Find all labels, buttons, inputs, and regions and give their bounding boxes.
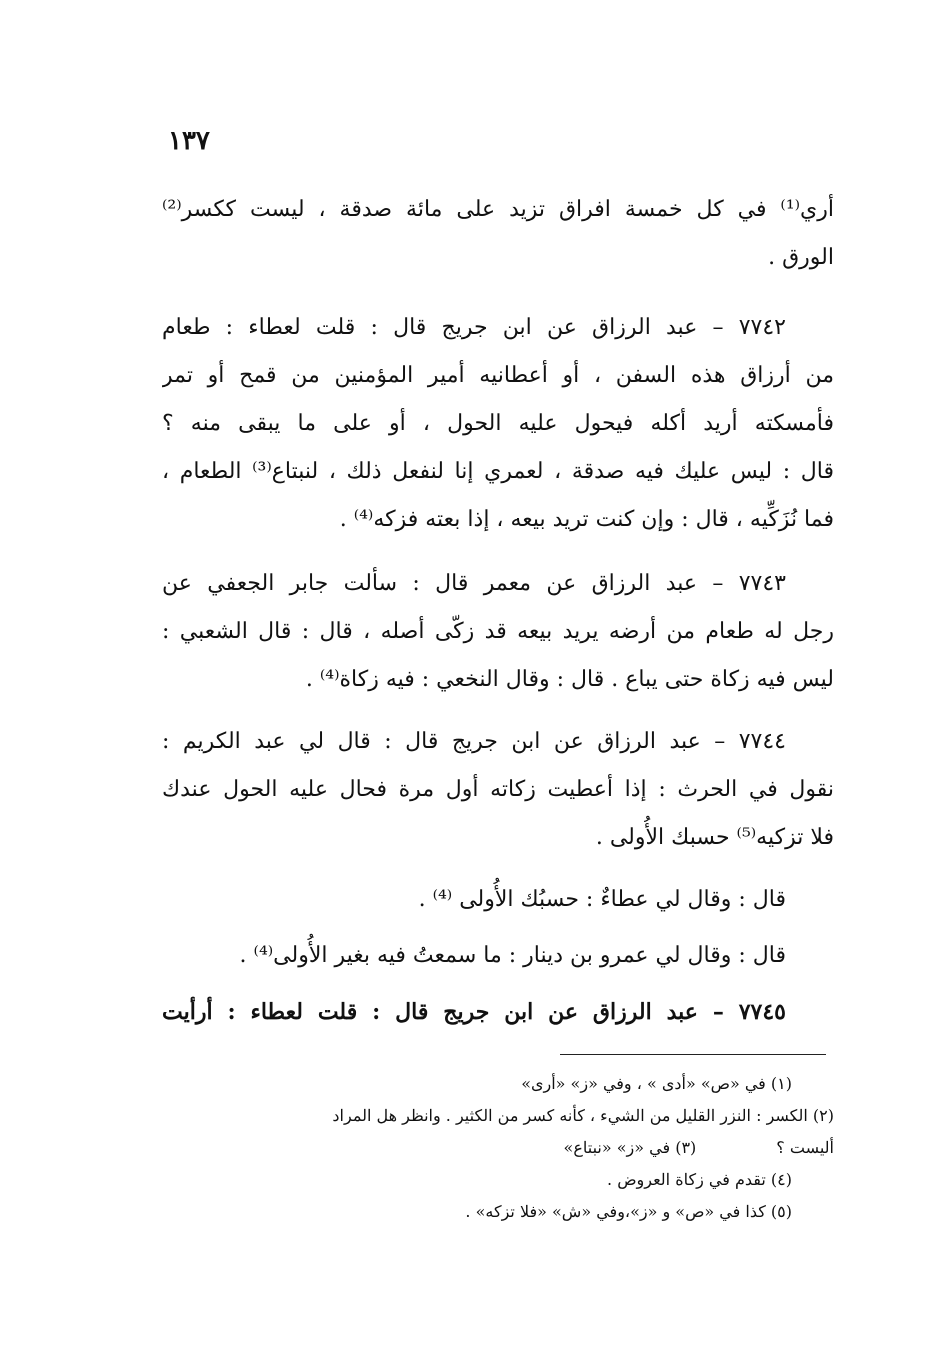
hadith-7745 bbox=[162, 988, 834, 1036]
text-line: قال : وقال لي عمرو بن دينار : ما سمعتُ فيه بغير الأُولى⁽⁴⁾ . bbox=[239, 943, 786, 968]
text-line: أري⁽¹⁾ في كل خمسة افراق تزيد على مائة صدقة ، ليست ككسر⁽²⁾ bbox=[162, 197, 834, 222]
footnote-1: (١) في «ص» «أدى » ، وفي «ز» «أرى» bbox=[521, 1074, 792, 1093]
text-line: فما نُزَكِّيه ، قال : وإن كنت تريد بيعه ، إذا بعته فزكه⁽⁴⁾ . bbox=[339, 507, 834, 532]
footnote-separator bbox=[560, 1054, 826, 1055]
text-line: ٧٧٤٣ – عبد الرزاق عن معمر قال : سألت جابر الجعفي عن bbox=[162, 571, 786, 596]
text-line: ٧٧٤٥ – عبد الرزاق عن ابن جريج قال : قلت لعطاء : أرأيت bbox=[162, 999, 786, 1025]
footnote-2: (٢) الكسر : النزر القليل من الشيء ، كأنه كسر من الكثير . وانظر هل المراد bbox=[332, 1106, 834, 1125]
text-line: نقول في الحرث : إذا أعطيت زكاته أول مرة فحال عليه الحول عندك bbox=[162, 777, 834, 802]
hadith-7744 bbox=[162, 718, 834, 862]
footnote-4: (٤) تقدم في زكاة العروض . bbox=[607, 1170, 792, 1189]
hadith-7744-addendum-2 bbox=[162, 932, 834, 980]
text-line: ٧٧٤٢ – عبد الرزاق عن ابن جريج قال : قلت لعطاء : طعام bbox=[162, 315, 786, 340]
text-line: رجل له طعام من أرضه يريد بيعه قد زكّى أصله ، قال : قال الشعبي : bbox=[162, 619, 834, 644]
footnote-3: (٣) في «ز» «نبتاع» bbox=[563, 1138, 697, 1157]
page-number: ١٣٧ bbox=[168, 126, 210, 156]
text-line: الورق . bbox=[768, 245, 834, 270]
text-line: قال : وقال لي عطاءٌ : حسبُك الأُولى ⁽⁴⁾ . bbox=[418, 887, 786, 912]
hadith-7742 bbox=[162, 304, 834, 544]
hadith-7743 bbox=[162, 560, 834, 704]
text-line: فلا تزكيه⁽⁵⁾ حسبك الأُولى . bbox=[595, 825, 834, 850]
footnotes bbox=[162, 1068, 834, 1228]
text-line: قال : ليس عليك فيه صدقة ، لعمري إنا لنفعل ذلك ، لنبتاع⁽³⁾ الطعام ، bbox=[162, 459, 834, 484]
hadith-7744-addendum-1 bbox=[162, 876, 834, 924]
text-line: ليس فيه زكاة حتى يباع . قال : وقال النخعي : فيه زكاة⁽⁴⁾ . bbox=[305, 667, 834, 692]
footnote-2-continuation-and-3 bbox=[162, 1132, 834, 1164]
text-line: من أرزاق هذه السفن ، أو أعطانيه أمير المؤمنين من قمح أو تمر bbox=[162, 363, 834, 388]
paragraph-continuation bbox=[162, 186, 834, 282]
footnote-2-end: أليست ؟ bbox=[776, 1138, 834, 1157]
text-line: فأمسكته أريد أكله فيحول عليه الحول ، أو على ما يبقى منه ؟ bbox=[162, 411, 834, 436]
text-line: ٧٧٤٤ – عبد الرزاق عن ابن جريج قال : قال لي عبد الكريم : bbox=[162, 729, 786, 754]
footnote-5: (٥) كذا في «ص» و «ز»،وفي «ش» «فلا تزكه» . bbox=[465, 1202, 792, 1221]
